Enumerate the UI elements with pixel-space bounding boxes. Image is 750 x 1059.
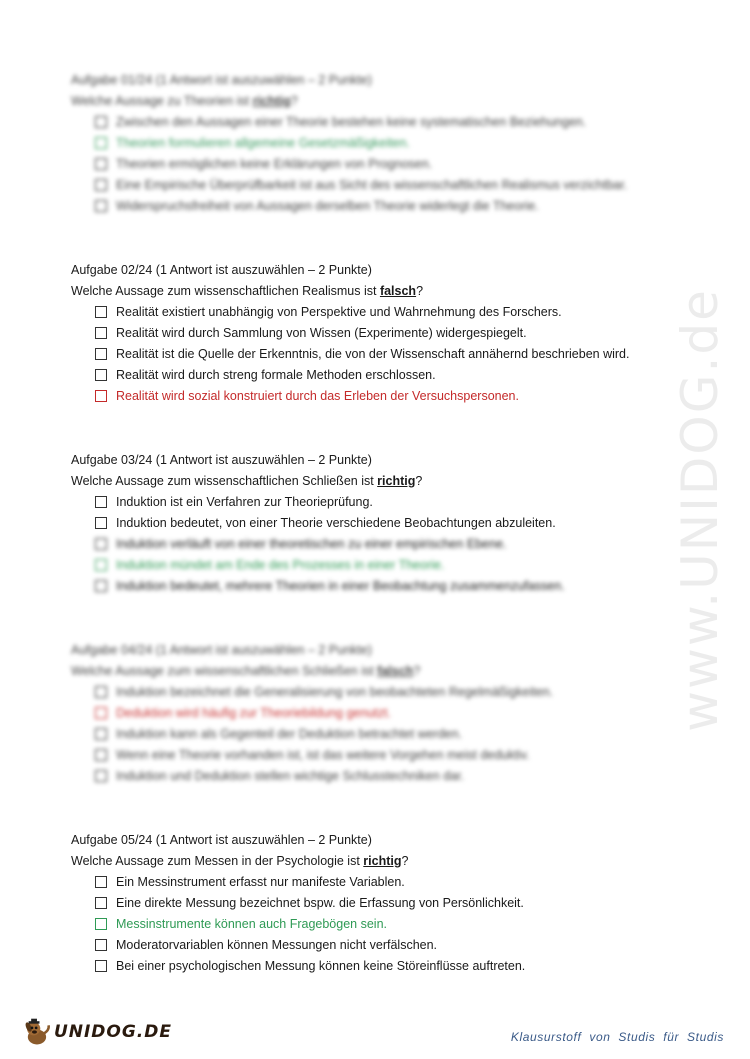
task-4 (71, 640, 661, 787)
answer-option[interactable] (71, 513, 661, 534)
answer-option[interactable] (71, 893, 661, 914)
answer-option[interactable] (71, 682, 661, 703)
answer-text: Wenn eine Theorie vorhanden ist, ist das weitere Vorgehen meist deduktiv. (116, 748, 530, 762)
answer-option[interactable] (71, 492, 661, 513)
checkbox[interactable] (95, 369, 107, 381)
checkbox[interactable] (95, 538, 107, 550)
answer-text: Realität existiert unabhängig von Perspektive und Wahrnehmung des Forschers. (116, 305, 562, 319)
answer-text: Zwischen den Aussagen einer Theorie bestehen keine systematischen Beziehungen. (116, 115, 587, 129)
answer-text: Ein Messinstrument erfasst nur manifeste Variablen. (116, 875, 405, 889)
task-header: Aufgabe 05/24 (1 Antwort ist auszuwählen – 2 Punkte) (71, 833, 372, 847)
answer-text: Induktion ist ein Verfahren zur Theorieprüfung. (116, 495, 373, 509)
question-text: Welche Aussage zu Theorien ist (71, 94, 253, 108)
question-keyword: falsch (379, 284, 417, 298)
task-question (71, 281, 661, 302)
checkbox[interactable] (95, 390, 107, 402)
checkbox[interactable] (95, 707, 107, 719)
answer-option[interactable] (71, 302, 661, 323)
answer-option[interactable] (71, 935, 661, 956)
answer-option[interactable] (71, 154, 661, 175)
checkbox[interactable] (95, 496, 107, 508)
question-text: Welche Aussage zum Messen in der Psychologie ist (71, 854, 364, 868)
checkbox[interactable] (95, 960, 107, 972)
answer-text: Theorien formulieren allgemeine Gesetzmäßigkeiten. (116, 136, 410, 150)
answer-option[interactable] (71, 872, 661, 893)
question-text: Welche Aussage zum wissenschaftlichen Realismus ist (71, 284, 380, 298)
answer-option[interactable] (71, 576, 661, 597)
answer-text: Deduktion wird häufig zur Theoriebildung genutzt. (116, 706, 391, 720)
answer-text: Realität ist die Quelle der Erkenntnis, die von der Wissenschaft annähernd beschrieben wird. (116, 347, 630, 361)
checkbox[interactable] (95, 116, 107, 128)
answer-text: Messinstrumente können auch Fragebögen sein. (116, 917, 387, 931)
checkbox[interactable] (95, 306, 107, 318)
answer-option[interactable] (71, 703, 661, 724)
answer-option[interactable] (71, 112, 661, 133)
answer-options (71, 872, 661, 977)
answer-text: Induktion und Deduktion stellen wichtige Schlusstechniken dar. (116, 769, 465, 783)
task-5 (71, 830, 661, 977)
answer-option[interactable] (71, 133, 661, 154)
question-keyword: richtig (363, 854, 402, 868)
answer-option[interactable] (71, 956, 661, 977)
question-end: ? (290, 94, 298, 108)
checkbox[interactable] (95, 918, 107, 930)
answer-text: Realität wird durch Sammlung von Wissen (Experimente) widergespiegelt. (116, 326, 527, 340)
task-1 (71, 70, 661, 217)
answer-text: Moderatorvariablen können Messungen nicht verfälschen. (116, 938, 438, 952)
checkbox[interactable] (95, 686, 107, 698)
answer-text: Induktion bedeutet, mehrere Theorien in einer Beobachtung zusammenzufassen. (116, 579, 565, 593)
task-header: Aufgabe 04/24 (1 Antwort ist auszuwählen – 2 Punkte) (71, 643, 372, 657)
checkbox[interactable] (95, 179, 107, 191)
answer-text: Induktion bezeichnet die Generalisierung von beobachteten Regelmäßigkeiten. (116, 685, 554, 699)
answer-text: Induktion bedeutet, von einer Theorie verschiedene Beobachtungen abzuleiten. (116, 516, 556, 530)
question-text: Welche Aussage zum wissenschaftlichen Schließen ist (71, 664, 378, 678)
answer-text: Eine direkte Messung bezeichnet bspw. die Erfassung von Persönlichkeit. (116, 896, 524, 910)
task-header: Aufgabe 02/24 (1 Antwort ist auszuwählen – 2 Punkte) (71, 263, 372, 277)
question-text: Welche Aussage zum wissenschaftlichen Schließen ist (71, 474, 378, 488)
checkbox[interactable] (95, 158, 107, 170)
answer-option[interactable] (71, 323, 661, 344)
checkbox[interactable] (95, 200, 107, 212)
answer-options (71, 492, 661, 597)
task-2 (71, 260, 661, 407)
task-header: Aufgabe 03/24 (1 Antwort ist auszuwählen – 2 Punkte) (71, 453, 372, 467)
answer-option[interactable] (71, 766, 661, 787)
checkbox[interactable] (95, 728, 107, 740)
checkbox[interactable] (95, 517, 107, 529)
footer-tagline: Klausurstoff von Studis für Studis (510, 1030, 724, 1044)
answer-option[interactable] (71, 745, 661, 766)
task-header: Aufgabe 01/24 (1 Antwort ist auszuwählen – 2 Punkte) (71, 73, 372, 87)
answer-text: Realität wird sozial konstruiert durch das Erleben der Versuchspersonen. (116, 389, 519, 403)
logo-text: UNIDOG.DE (53, 1022, 172, 1042)
dog-mascot-icon (22, 1014, 52, 1050)
watermark-text: www.UNIDOG.de (671, 288, 730, 732)
unidog-logo (22, 1012, 172, 1052)
question-end: ? (413, 664, 421, 678)
answer-option[interactable] (71, 196, 661, 217)
task-question (71, 471, 661, 492)
answer-text: Eine Empirische Überprüfbarkeit ist aus Sicht des wissenschaftlichen Realismus verzichtbar. (116, 178, 628, 192)
answer-text: Induktion verläuft von einer theoretischen zu einer empirischen Ebene. (116, 537, 507, 551)
answer-option[interactable] (71, 386, 661, 407)
checkbox[interactable] (95, 897, 107, 909)
answer-text: Theorien ermöglichen keine Erklärungen von Prognosen. (116, 157, 433, 171)
checkbox[interactable] (95, 749, 107, 761)
task-question (71, 91, 661, 112)
answer-options (71, 682, 661, 787)
answer-text: Realität wird durch streng formale Methoden erschlossen. (116, 368, 436, 382)
answer-option[interactable] (71, 724, 661, 745)
question-end: ? (416, 284, 424, 298)
question-keyword: richtig (252, 94, 291, 108)
answer-option[interactable] (71, 555, 661, 576)
task-question (71, 661, 661, 682)
checkbox[interactable] (95, 939, 107, 951)
answer-text: Induktion kann als Gegenteil der Deduktion betrachtet werden. (116, 727, 463, 741)
checkbox[interactable] (95, 348, 107, 360)
answer-options (71, 112, 661, 217)
answer-text: Induktion mündet am Ende des Prozesses in einer Theorie. (116, 558, 445, 572)
task-question (71, 851, 661, 872)
answer-text: Bei einer psychologischen Messung können keine Störeinflüsse auftreten. (116, 959, 526, 973)
question-end: ? (401, 854, 409, 868)
checkbox[interactable] (95, 559, 107, 571)
checkbox[interactable] (95, 327, 107, 339)
question-end: ? (415, 474, 423, 488)
answer-option[interactable] (71, 175, 661, 196)
question-keyword: richtig (377, 474, 416, 488)
answer-text: Widerspruchsfreiheit von Aussagen derselben Theorie widerlegt die Theorie. (116, 199, 539, 213)
watermark (650, 280, 750, 740)
answer-options (71, 302, 661, 407)
answer-option[interactable] (71, 534, 661, 555)
checkbox[interactable] (95, 137, 107, 149)
task-3 (71, 450, 661, 597)
question-keyword: falsch (377, 664, 414, 678)
checkbox[interactable] (95, 580, 107, 592)
answer-option[interactable] (71, 344, 661, 365)
checkbox[interactable] (95, 876, 107, 888)
answer-option[interactable] (71, 365, 661, 386)
checkbox[interactable] (95, 770, 107, 782)
answer-option[interactable] (71, 914, 661, 935)
